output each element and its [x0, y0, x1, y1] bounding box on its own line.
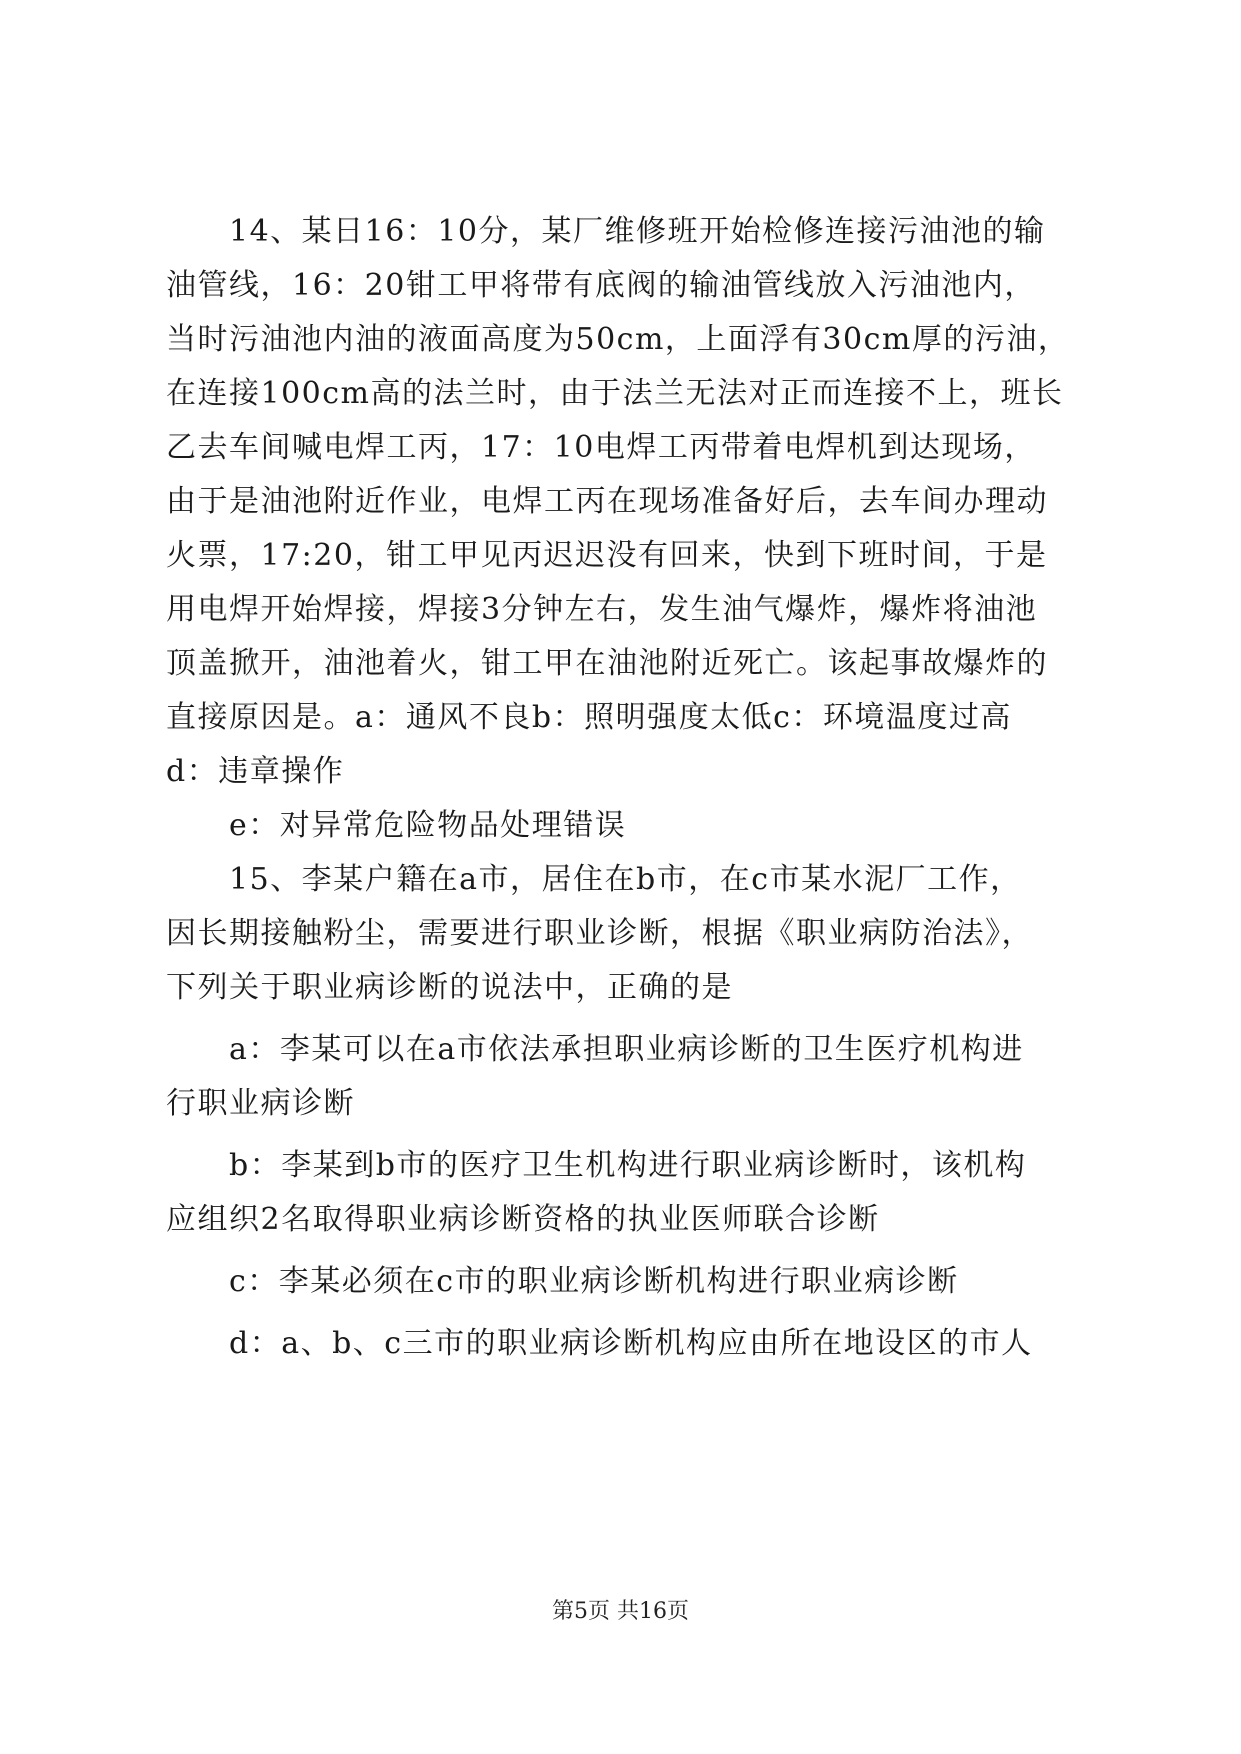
text-line: 当时污油池内油的液面高度为50cm，上面浮有30cm厚的污油， — [166, 322, 1070, 357]
text-line: 下列关于职业病诊断的说法中，正确的是 — [166, 970, 733, 1005]
text-line: 由于是油池附近作业，电焊工丙在现场准备好后，去车间办理动 — [166, 484, 1048, 519]
text-line: 行职业病诊断 — [166, 1086, 355, 1121]
text-line: d：a、b、c三市的职业病诊断机构应由所在地设区的市人 — [229, 1326, 1033, 1361]
text-line: 应组织2名取得职业病诊断资格的执业医师联合诊断 — [166, 1202, 880, 1237]
text-line: 因长期接触粉尘，需要进行职业诊断，根据《职业病防治法》， — [166, 916, 1033, 951]
text-line: a：李某可以在a市依法承担职业病诊断的卫生医疗机构进 — [229, 1032, 1024, 1067]
page-number-footer: 第5页 共16页 — [552, 1599, 689, 1624]
text-line: 火票，17:20，钳工甲见丙迟迟没有回来，快到下班时间，于是 — [166, 538, 1048, 573]
text-line: 15、李某户籍在a市，居住在b市，在c市某水泥厂工作， — [229, 862, 1022, 897]
text-line: 用电焊开始焊接，焊接3分钟左右，发生油气爆炸，爆炸将油池 — [166, 592, 1038, 627]
text-line: 14、某日16：10分，某厂维修班开始检修连接污油池的输 — [229, 214, 1046, 249]
text-line: 顶盖掀开，油池着火，钳工甲在油池附近死亡。该起事故爆炸的 — [166, 646, 1048, 681]
text-line: d：违章操作 — [166, 754, 345, 789]
text-line: 直接原因是。a：通风不良b：照明强度太低c：环境温度过高 — [166, 700, 1012, 735]
text-line: 油管线，16：20钳工甲将带有底阀的输油管线放入污油池内， — [166, 268, 1036, 303]
text-line: c：李某必须在c市的职业病诊断机构进行职业病诊断 — [229, 1264, 959, 1299]
text-line: 在连接100cm高的法兰时，由于法兰无法对正而连接不上，班长 — [166, 376, 1064, 411]
text-line: e：对异常危险物品处理错误 — [229, 808, 627, 843]
text-line: 乙去车间喊电焊工丙，17：10电焊工丙带着电焊机到达现场， — [166, 430, 1036, 465]
text-line: b：李某到b市的医疗卫生机构进行职业病诊断时，该机构 — [229, 1148, 1027, 1183]
